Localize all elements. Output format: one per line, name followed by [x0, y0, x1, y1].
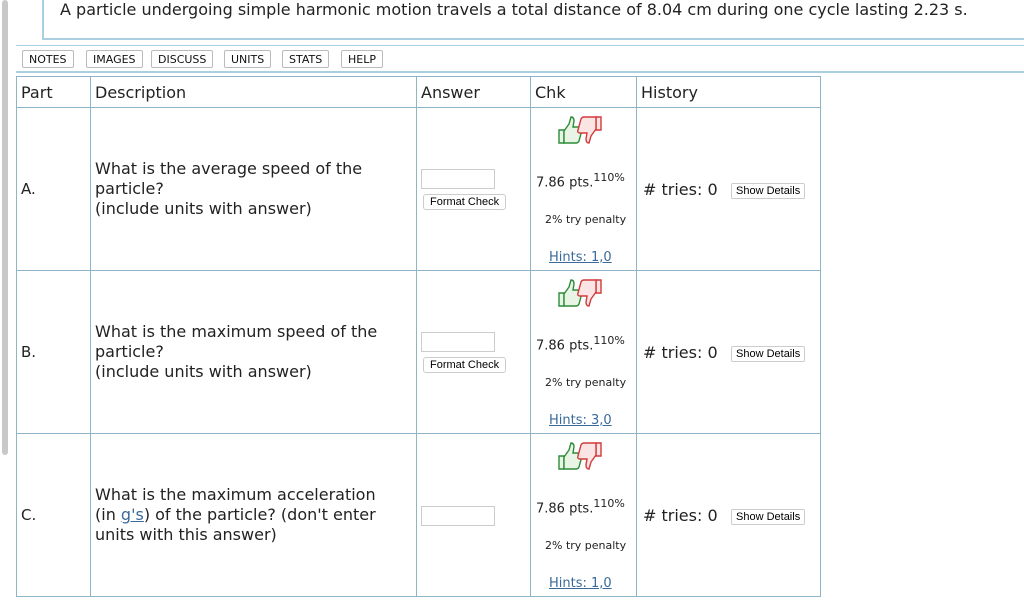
- history-cell: [637, 108, 821, 271]
- desc-line: particle?: [95, 342, 164, 361]
- header-history: History: [637, 77, 821, 108]
- points-value: [536, 334, 625, 353]
- thumbs-icon: [555, 114, 605, 148]
- stats-button[interactable]: STATS: [282, 50, 329, 68]
- hints-link[interactable]: Hints: 3,0: [549, 413, 612, 428]
- hints-link[interactable]: Hints: 1,0: [549, 576, 612, 591]
- question-description: [91, 271, 417, 434]
- points-text: 7.86 pts.: [536, 175, 594, 191]
- part-label: C.: [17, 434, 91, 597]
- check-cell: [531, 434, 637, 597]
- desc-line: units with this answer): [95, 525, 277, 544]
- desc-line: What is the maximum speed of the: [95, 322, 378, 341]
- table-row: [17, 434, 821, 597]
- problem-statement-box: [42, 0, 1024, 40]
- desc-line: particle?: [95, 179, 164, 198]
- try-penalty: 2% try penalty: [545, 539, 627, 552]
- show-details-button[interactable]: Show Details: [731, 183, 805, 199]
- table-row: [17, 271, 821, 434]
- part-label: B.: [17, 271, 91, 434]
- try-penalty: 2% try penalty: [545, 213, 627, 226]
- tries-count: # tries: 0: [643, 343, 718, 362]
- header-part: Part: [17, 77, 91, 108]
- part-label: A.: [17, 108, 91, 271]
- images-button[interactable]: IMAGES: [86, 50, 143, 68]
- header-chk: Chk: [531, 77, 637, 108]
- toolbar: [16, 45, 1024, 73]
- check-cell: [531, 271, 637, 434]
- history-cell: [637, 271, 821, 434]
- discuss-button[interactable]: DISCUSS: [151, 50, 213, 68]
- gs-link[interactable]: g's: [120, 505, 144, 524]
- points-value: [536, 171, 625, 190]
- thumbs-icon: [555, 440, 605, 474]
- table-header-row: [17, 77, 821, 108]
- format-check-button[interactable]: Format Check: [423, 357, 506, 373]
- answer-input[interactable]: [421, 506, 495, 526]
- format-check-button[interactable]: Format Check: [423, 194, 506, 210]
- points-text: 7.86 pts.: [536, 501, 594, 517]
- help-button[interactable]: HELP: [341, 50, 383, 68]
- header-answer: Answer: [417, 77, 531, 108]
- units-button[interactable]: UNITS: [224, 50, 271, 68]
- notes-button[interactable]: NOTES: [22, 50, 74, 68]
- points-text: 7.86 pts.: [536, 338, 594, 354]
- answer-cell: [417, 108, 531, 271]
- desc-text: (in: [95, 505, 121, 524]
- show-details-button[interactable]: Show Details: [731, 509, 805, 525]
- thumbs-down-icon: [578, 280, 601, 306]
- answer-input[interactable]: [421, 169, 495, 189]
- history-cell: [637, 434, 821, 597]
- hints-link[interactable]: Hints: 1,0: [549, 250, 612, 265]
- percent-value: 110%: [593, 497, 625, 510]
- question-description: [91, 434, 417, 597]
- percent-value: 110%: [593, 334, 625, 347]
- tries-count: # tries: 0: [643, 180, 718, 199]
- desc-line: [95, 505, 416, 525]
- tries-count: # tries: 0: [643, 506, 718, 525]
- table-row: [17, 108, 821, 271]
- question-description: [91, 108, 417, 271]
- show-details-button[interactable]: Show Details: [731, 346, 805, 362]
- desc-line: What is the maximum acceleration: [95, 485, 376, 504]
- question-table: [16, 76, 821, 597]
- answer-input[interactable]: [421, 332, 495, 352]
- thumbs-icon: [555, 277, 605, 311]
- percent-value: 110%: [593, 171, 625, 184]
- points-value: [536, 497, 625, 516]
- desc-text: ) of the particle? (don't enter: [143, 505, 376, 524]
- thumbs-down-icon: [578, 117, 601, 143]
- answer-cell: [417, 434, 531, 597]
- desc-line: (include units with answer): [95, 199, 312, 218]
- desc-line: What is the average speed of the: [95, 159, 363, 178]
- problem-statement: A particle undergoing simple harmonic motion travels a total distance of 8.04 cm during one cycle lasting 2.23 s.: [60, 0, 968, 19]
- answer-cell: [417, 271, 531, 434]
- check-cell: [531, 108, 637, 271]
- page-scrollbar[interactable]: [2, 0, 8, 455]
- header-description: Description: [91, 77, 417, 108]
- thumbs-down-icon: [578, 443, 601, 469]
- try-penalty: 2% try penalty: [545, 376, 627, 389]
- desc-line: (include units with answer): [95, 362, 312, 381]
